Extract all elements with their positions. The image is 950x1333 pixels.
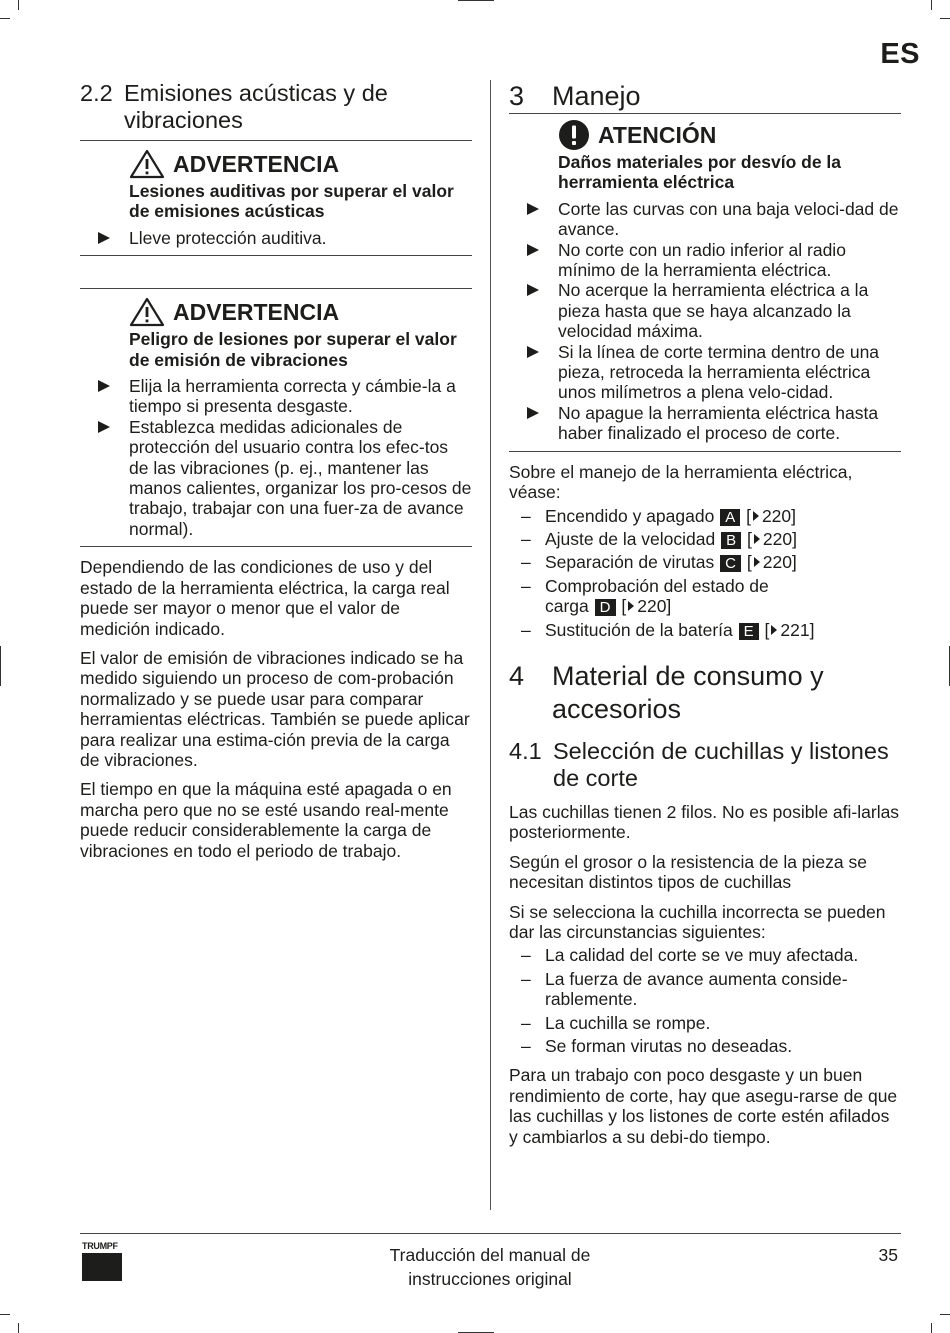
figure-ref-box: C <box>720 555 741 572</box>
arrow-bullet-icon <box>527 203 539 215</box>
paragraph: Las cuchillas tienen 2 filos. No es posible afi-larlas posteriormente. <box>509 801 900 843</box>
paragraph: Sobre el manejo de la herramienta eléctrica, véase: <box>509 461 853 503</box>
reference-list <box>509 506 901 640</box>
figure-ref-box: D <box>595 599 616 616</box>
column-divider <box>490 80 491 1210</box>
section-title: Emisiones acústicas y de vibraciones <box>124 80 388 133</box>
list-item: – La calidad del corte se ve muy afectada. <box>521 945 859 966</box>
arrow-bullet-icon <box>527 407 539 419</box>
list-item: Corte las curvas con una baja veloci-dad de avance. <box>509 199 901 240</box>
crop-mark <box>18 1323 19 1333</box>
page-ref-arrow-icon <box>754 534 760 544</box>
reference-item: – Encendido y apagado A [ 220] <box>521 505 796 526</box>
arrow-bullet-icon <box>98 232 110 244</box>
section-title: Selección de cuchillas y listones de corte <box>553 737 889 791</box>
attention-box <box>509 114 901 193</box>
arrow-bullet-icon <box>98 421 110 433</box>
crop-mark <box>940 18 950 19</box>
reference-item: – Separación de virutas C [ 220] <box>521 552 797 573</box>
brand-logo-block <box>82 1253 122 1281</box>
crop-mark <box>931 0 932 10</box>
paragraph: Según el grosor o la resistencia de la pieza se necesitan distintos tipos de cuchillas <box>509 851 867 893</box>
warning-title: ADVERTENCIA <box>129 295 472 329</box>
page-number: 35 <box>878 1245 898 1265</box>
section-title: Manejo <box>552 81 641 111</box>
arrow-bullet-icon <box>98 380 110 392</box>
section-number: 4 <box>509 660 525 691</box>
list-item: Establezca medidas adicionales de protección del usuario contra los efec-tos de las vibraciones (p. ej., mantener las manos calientes, organizar los pro-cesos de trabajo, trabajar con una fuer-za de avance normal). <box>80 417 472 539</box>
warning-subtitle: Peligro de lesiones por superar el valor de emisión de vibraciones <box>129 329 457 370</box>
section-number: 2.2 <box>80 80 113 106</box>
warning-box-noise <box>80 141 472 222</box>
arrow-bullet-icon <box>527 284 539 296</box>
paragraph: Si se selecciona la cuchilla incorrecta se pueden dar las circunstancias siguientes: <box>509 901 886 942</box>
page-ref-arrow-icon <box>754 557 760 567</box>
reference-item: – Sustitución de la batería E [ 221] <box>521 619 815 640</box>
list-item: – La cuchilla se rompe. <box>521 1012 711 1033</box>
divider <box>80 255 472 256</box>
arrow-bullet-icon <box>527 346 539 358</box>
reference-item: – Ajuste de la velocidad B [ 220] <box>521 528 797 549</box>
section-heading-4-1 <box>509 738 901 792</box>
arrow-bullet-icon <box>527 244 539 256</box>
warning-triangle-icon <box>129 149 165 179</box>
section-title: Material de consumo y accesorios <box>552 660 824 724</box>
section-heading-4 <box>509 660 901 726</box>
warning-box-vibration <box>80 289 472 370</box>
footer-title: Traducción del manual de instrucciones original <box>389 1245 591 1289</box>
warning-steps <box>80 376 472 539</box>
left-column <box>80 80 472 870</box>
list-item: No acerque la herramienta eléctrica a la pieza hasta que se haya alcanzado la velocidad máxima. <box>509 280 901 341</box>
list-item: Lleve protección auditiva. <box>80 228 472 248</box>
attention-subtitle: Daños materiales por desvío de la herramienta eléctrica <box>558 152 842 193</box>
section-number: 3 <box>509 81 525 111</box>
consequence-list <box>509 945 901 1056</box>
list-item: No apague la herramienta eléctrica hasta haber finalizado el proceso de corte. <box>509 403 901 444</box>
page-ref-arrow-icon <box>628 601 634 611</box>
footer-divider <box>80 1233 901 1234</box>
page-ref-arrow-icon <box>771 625 777 635</box>
brand-name: TRUMPF <box>82 1241 118 1251</box>
figure-ref-box: E <box>739 623 759 640</box>
crop-mark <box>458 0 494 1</box>
crop-mark <box>0 646 1 686</box>
exclamation-circle-icon <box>558 119 590 151</box>
reference-item: – Comprobación del estado de carga D [ 220] <box>521 575 769 617</box>
page-ref-arrow-icon <box>753 511 759 521</box>
language-tag: ES <box>880 38 920 70</box>
paragraph: Para un trabajo con poco desgaste y un buen rendimiento de corte, hay que asegu-rarse de que las cuchillas y los listones de corte estén afilados y cambiarlos a su debi-do tiempo. <box>509 1065 898 1147</box>
paragraph: El valor de emisión de vibraciones indicado se ha medido siguiendo un proceso de com-probación normalizado y se puede usar para comparar herramientas eléctricas. También se puede aplicar para realizar una estima-ción previa de la carga de vibraciones. <box>80 647 470 770</box>
crop-mark <box>18 0 19 10</box>
divider <box>509 451 901 452</box>
divider <box>80 546 472 547</box>
section-heading-3 <box>509 80 901 113</box>
attention-steps <box>509 199 901 444</box>
figure-ref-box: B <box>721 532 741 549</box>
brand-logo <box>82 1241 122 1281</box>
section-heading-2-2 <box>80 80 472 134</box>
crop-mark <box>931 1323 932 1333</box>
list-item: – La fuerza de avance aumenta conside-rablemente. <box>521 968 848 1010</box>
section-number: 4.1 <box>509 737 542 764</box>
crop-mark <box>940 1314 950 1315</box>
list-item: No corte con un radio inferior al radio mínimo de la herramienta eléctrica. <box>509 240 901 281</box>
crop-mark <box>0 1314 10 1315</box>
right-column <box>509 80 901 1156</box>
warning-subtitle: Lesiones auditivas por superar el valor de emisiones acústicas <box>129 181 454 222</box>
warning-steps <box>80 228 472 248</box>
list-item: Elija la herramienta correcta y cámbie-la a tiempo si presenta desgaste. <box>80 376 472 417</box>
attention-title: ATENCIÓN <box>558 118 901 152</box>
crop-mark <box>0 18 10 19</box>
paragraph: Dependiendo de las condiciones de uso y del estado de la herramienta eléctrica, la carga real puede ser mayor o menor que el valor de medición indicado. <box>80 557 450 639</box>
warning-triangle-icon <box>129 297 165 327</box>
warning-title: ADVERTENCIA <box>129 147 472 181</box>
list-item: Si la línea de corte termina dentro de una pieza, retroceda la herramienta eléctrica unos milímetros a plena velo-cidad. <box>509 342 901 403</box>
paragraph: El tiempo en que la máquina esté apagada o en marcha pero que no se esté usando real-mente puede reducir considerablemente la carga de vibraciones en todo el periodo de trabajo. <box>80 779 452 861</box>
figure-ref-box: A <box>720 509 740 526</box>
list-item: – Se forman virutas no deseadas. <box>521 1036 793 1056</box>
